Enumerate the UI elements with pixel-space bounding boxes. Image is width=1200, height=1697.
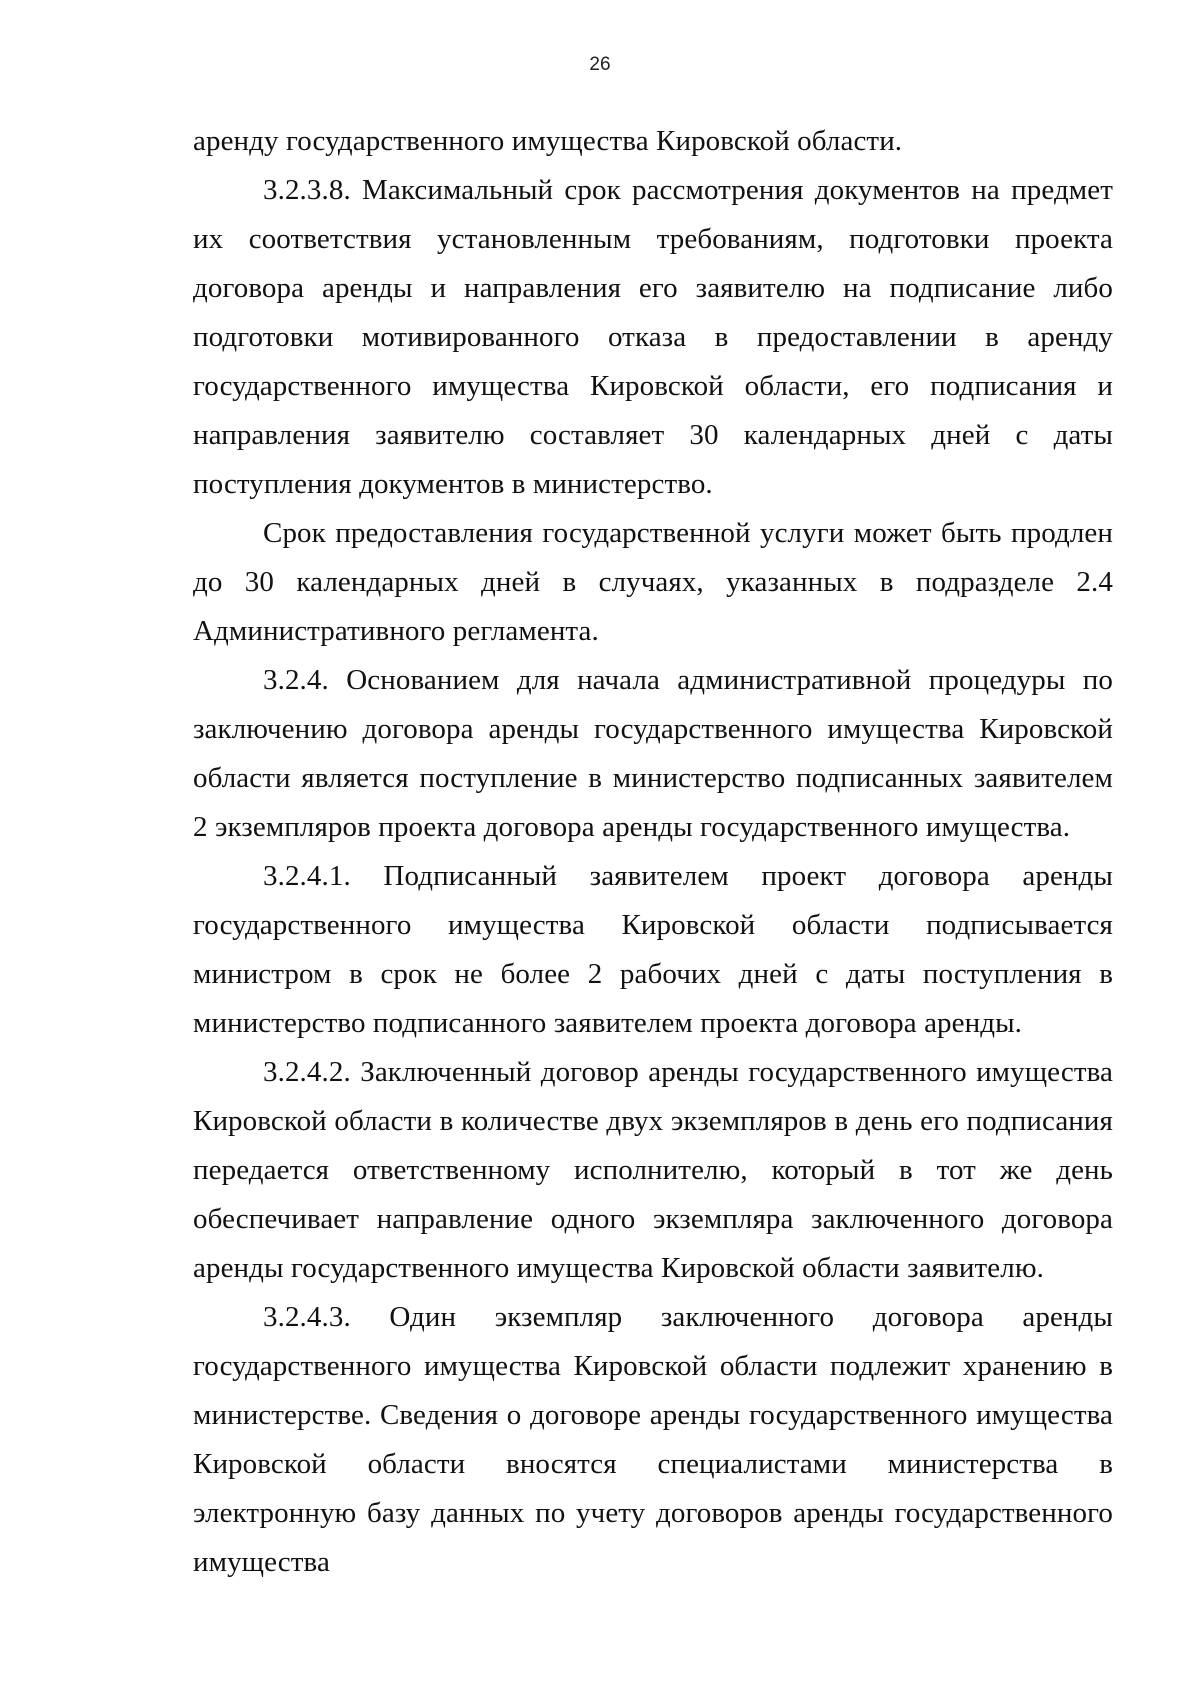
paragraph-3-2-3-8: 3.2.3.8. Максимальный срок рассмотрения документов на предмет их соответствия установленным требованиям, подготовки проекта договора аренды и направления его заявителю на подписание либо подготовки мотивированного отказа в предоставлении в аренду государственного имущества Кировской области, его подписания и направления заявителю составляет 30 календарных дней с даты поступления документов в министерство. bbox=[193, 174, 1113, 500]
paragraph-3-2-4-2: 3.2.4.2. Заключенный договор аренды государственного имущества Кировской области в количестве двух экземпляров в день его подписания передается ответственному исполнителю, который в тот же день обеспечивает направление одного экземпляра заключенного договора аренды государственного имущества Кировской области заявителю. bbox=[193, 1056, 1113, 1284]
paragraph-3-2-4-1: 3.2.4.1. Подписанный заявителем проект договора аренды государственного имущества Кировской области подписывается министром в срок не более 2 рабочих дней с даты поступления в министерство подписанного заявителем проекта договора аренды. bbox=[193, 860, 1113, 1039]
paragraph-continuation: аренду государственного имущества Кировской области. bbox=[193, 125, 903, 157]
page-number: 26 bbox=[589, 54, 611, 75]
paragraph-3-2-4-3: 3.2.4.3. Один экземпляр заключенного договора аренды государственного имущества Кировской области подлежит хранению в министерстве. Сведения о договоре аренды государственного имущества Кировской области вносятся специалистами министерства в электронную базу данных по учету договоров аренды государственного имущества bbox=[193, 1301, 1113, 1578]
paragraph-3-2-4: 3.2.4. Основанием для начала административной процедуры по заключению договора аренды государственного имущества Кировской области является поступление в министерство подписанных заявителем 2 экземпляров проекта договора аренды государственного имущества. bbox=[193, 664, 1113, 843]
document-body bbox=[193, 117, 1113, 1587]
paragraph-term-extension: Срок предоставления государственной услуги может быть продлен до 30 календарных дней в случаях, указанных в подразделе 2.4 Административного регламента. bbox=[193, 517, 1113, 647]
